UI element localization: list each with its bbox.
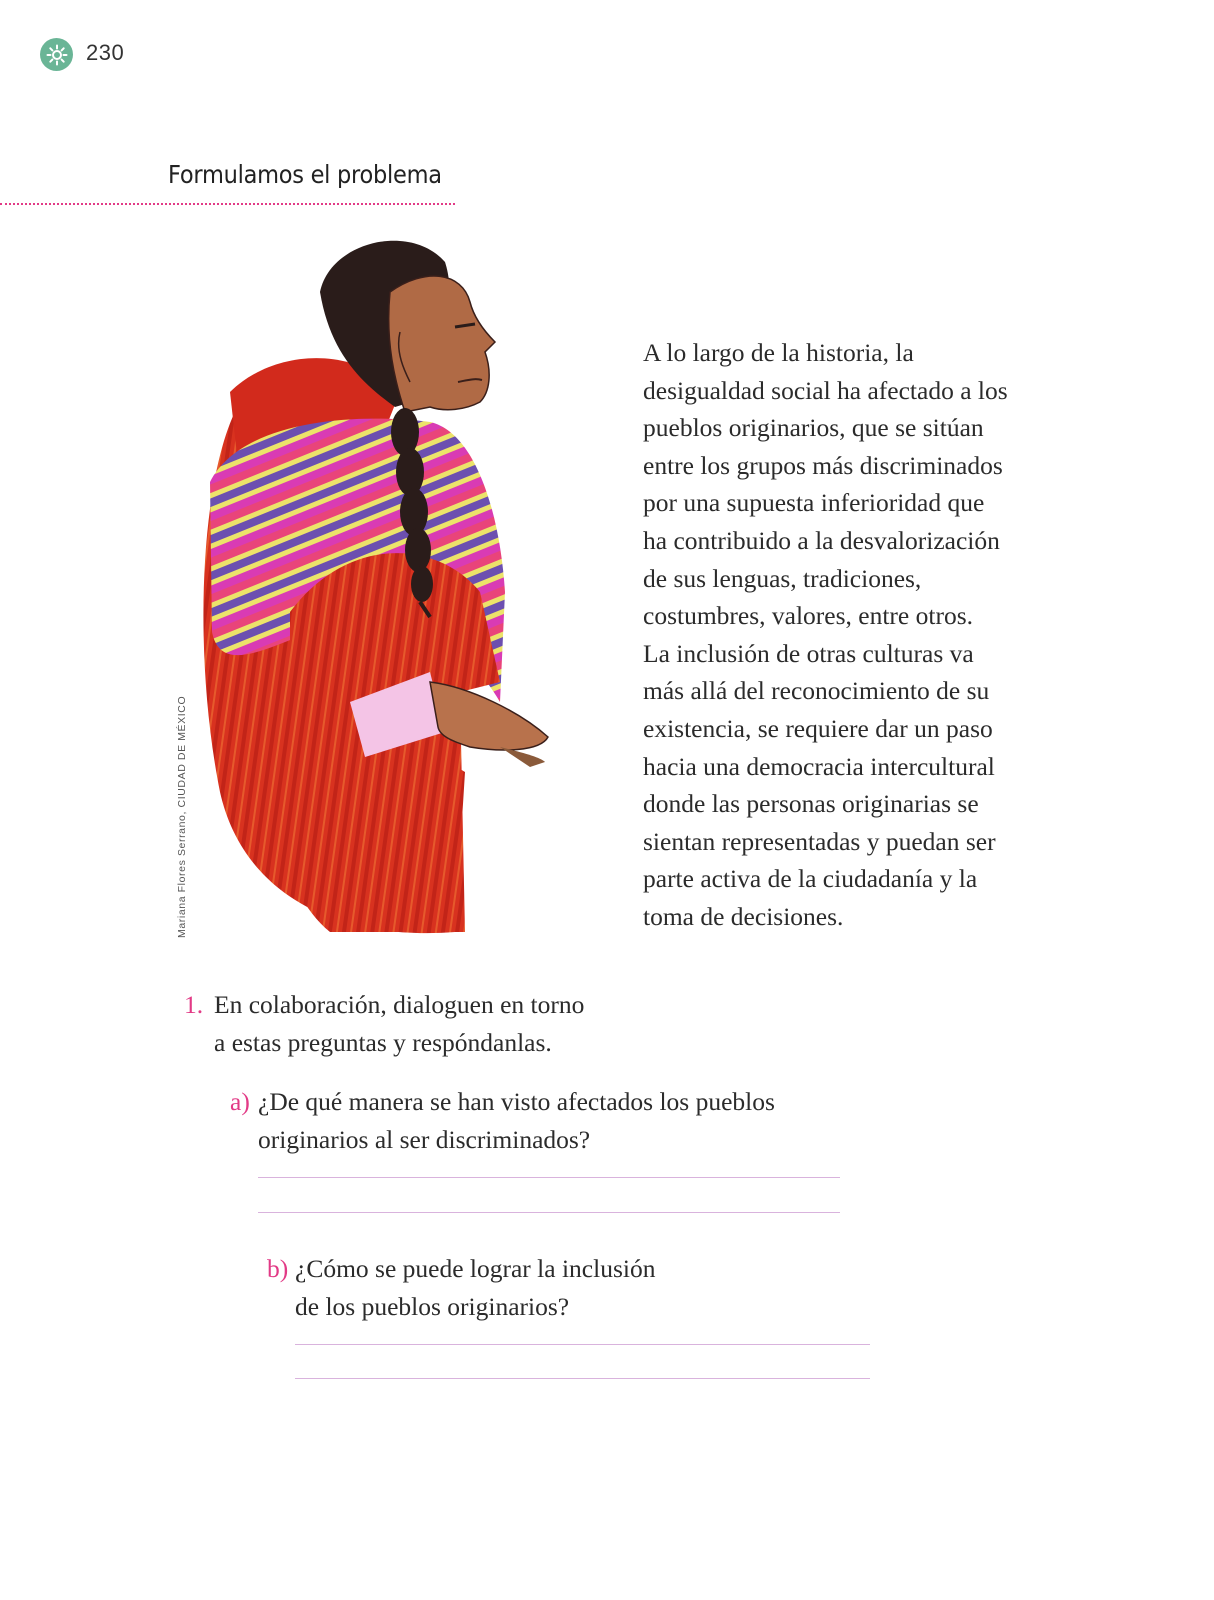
question-line: ¿De qué manera se han visto afectados los pueblos [258, 1087, 775, 1116]
intro-line: ha contribuido a la desvalorización [643, 525, 1000, 555]
intro-line: A lo largo de la historia, la [643, 338, 914, 367]
page-number: 230 [86, 40, 125, 65]
page-badge-icon [40, 38, 73, 71]
answer-line-b2[interactable] [295, 1378, 870, 1379]
intro-line: por una supuesta inferioridad que [643, 488, 985, 518]
intro-line: sientan representadas y puedan ser [643, 826, 996, 856]
intro-line: costumbres, valores, entre otros. [643, 601, 973, 631]
intro-paragraph [643, 334, 1043, 936]
question-line: ¿Cómo se puede lograr la inclusión [295, 1254, 656, 1283]
intro-line: entre los grupos más discriminados [643, 450, 1003, 480]
woman-with-rebozo-illustration [200, 232, 560, 952]
intro-line: donde las personas originarias se [643, 789, 979, 819]
intro-line: pueblos originarios, que se sitúan [643, 413, 984, 443]
illustration-credit: Mariana Flores Serrano, CIUDAD DE MÉXICO [176, 695, 188, 938]
intro-line: hacia una democracia intercultural [643, 751, 995, 781]
answer-line-b1[interactable] [295, 1344, 870, 1345]
section-title-rule [0, 203, 455, 205]
activity-number: 1. [184, 990, 204, 1019]
intro-line: más allá del reconocimiento de su [643, 676, 990, 706]
activity-line: a estas preguntas y respóndanlas. [214, 1028, 552, 1057]
sun-icon [46, 44, 68, 66]
intro-line: parte activa de la ciudadanía y la [643, 864, 978, 894]
intro-line: La inclusión de otras culturas va [643, 638, 974, 668]
intro-line: toma de decisiones. [643, 901, 844, 931]
section-title: Formulamos el problema [168, 160, 442, 189]
activity-line: En colaboración, dialoguen en torno [214, 990, 585, 1019]
intro-line: desigualdad social ha afectado a los [643, 375, 1008, 405]
activity-instruction [184, 986, 644, 1062]
intro-line: existencia, se requiere dar un paso [643, 713, 993, 743]
answer-line-a1[interactable] [258, 1177, 840, 1178]
question-line: de los pueblos originarios? [295, 1292, 570, 1321]
question-line: originarios al ser discriminados? [258, 1125, 591, 1154]
intro-line: de sus lenguas, tradiciones, [643, 563, 922, 593]
question-letter: a) [230, 1087, 250, 1116]
answer-line-a2[interactable] [258, 1212, 840, 1213]
question-letter: b) [267, 1254, 289, 1283]
